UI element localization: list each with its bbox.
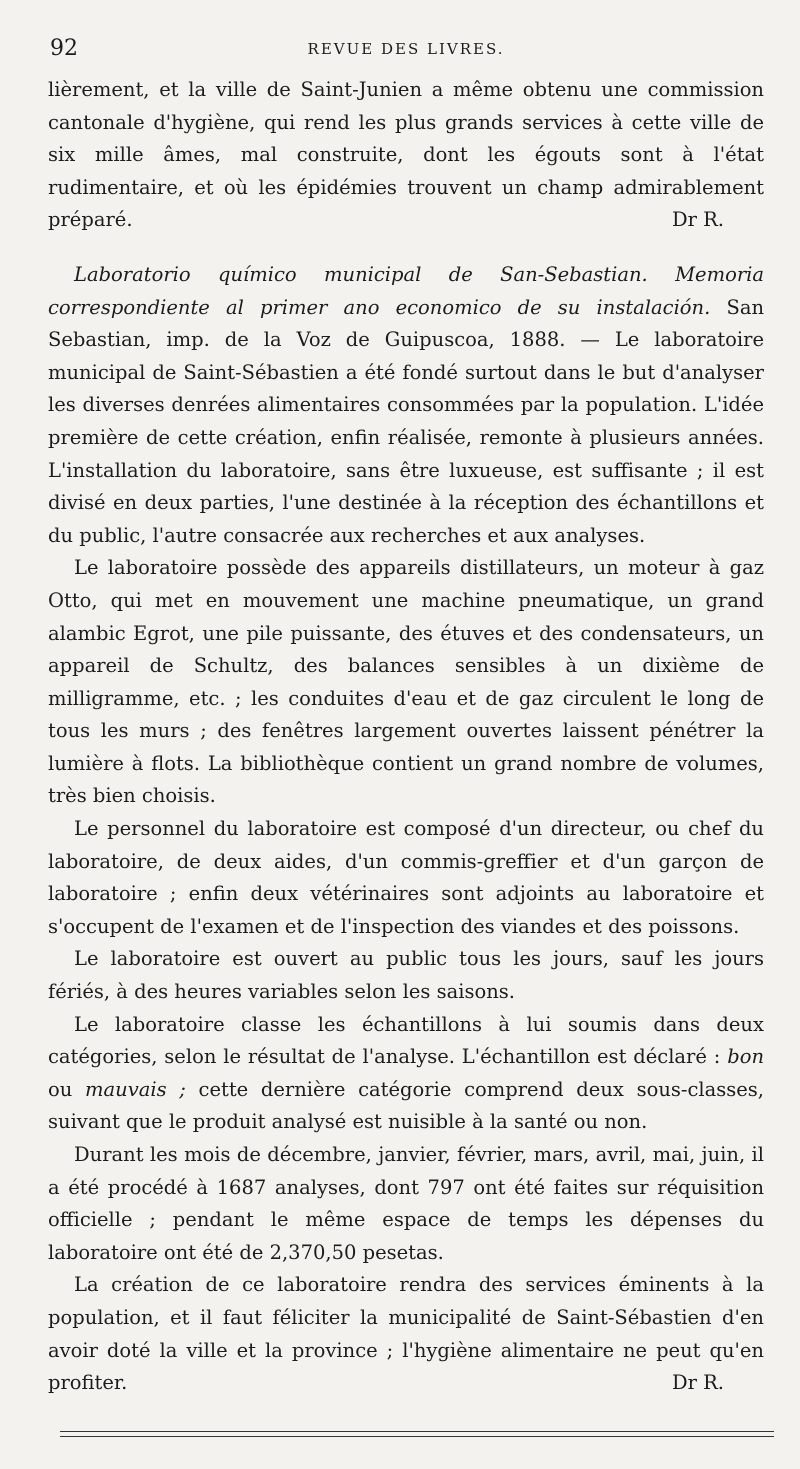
review-2-paragraph-statistics: Durant les mois de décembre, janvier, février, mars, avril, mai, juin, il a été procédé à 1687 analyses, dont 797 ont été faites sur réquisition officielle ; pendant le même espace de temps les dépenses du laboratoire ont été de 2,370,50 pesetas. bbox=[48, 1143, 764, 1264]
review-2-intro-text: San Sebastian, imp. de la Voz de Guipuscoa, 1888. — Le laboratoire municipal de Saint-Sébastien a été fondé surtout dans le but d'analyser les diverses denrées alimentaires consommées par la population. L'idée première de cette création, enfin réalisée, remonte à plusieurs années. L'installation du laboratoire, sans être luxueuse, est suffisante ; il est divisé en deux parties, l'une destinée à la réception des échantillons et du public, l'autre consacrée aux recherches et aux analyses. bbox=[48, 295, 765, 547]
review-2-intro-paragraph bbox=[48, 259, 764, 552]
category-ou: ou bbox=[48, 1077, 73, 1101]
review-2-paragraph-staff: Le personnel du laboratoire est composé d'un directeur, ou chef du laboratoire, de deux aides, d'un commis-greffier et d'un garçon de laboratoire ; enfin deux vétérinaires sont adjoints au laboratoire et s'occupent de l'examen et de l'inspection des viandes et des poissons. bbox=[48, 817, 764, 938]
running-title: REVUE DES LIVRES. bbox=[307, 40, 505, 58]
categories-text-after: cette dernière catégorie comprend deux sous-classes, suivant que le produit analysé est nuisible à la santé ou non. bbox=[48, 1077, 765, 1134]
page-header bbox=[48, 28, 764, 74]
review-2-book-title: Laboratorio químico municipal de San-Sebastian. Memoria correspondiente al primer ano economico de su instalación. bbox=[48, 262, 764, 319]
review-2-paragraph-hours: Le laboratoire est ouvert au public tous les jours, sauf les jours fériés, à des heures variables selon les saisons. bbox=[48, 947, 764, 1004]
category-bon: bon bbox=[727, 1045, 765, 1069]
review-2-paragraph-equipment: Le laboratoire possède des appareils distillateurs, un moteur à gaz Otto, qui met en mouvement une machine pneumatique, un grand alambic Egrot, une pile puissante, des étuves et des condensateurs, un appareil de Schultz, des balances sensibles à un dixième de milligramme, etc. ; les conduites d'eau et de gaz circulent le long de tous les murs ; des fenêtres largement ouvertes laissent pénétrer la lumière à flots. La bibliothèque contient un grand nombre de volumes, très bien choisis. bbox=[48, 556, 764, 808]
end-rule-top bbox=[60, 1431, 774, 1432]
review-2-paragraph-conclusion bbox=[48, 1269, 764, 1399]
review-2-paragraph-categories bbox=[48, 1009, 764, 1139]
categories-text-before: Le laboratoire classe les échantillons à lui soumis dans deux catégories, selon le résultat de l'analyse. L'échantillon est déclaré : bbox=[48, 1012, 764, 1069]
page-number: 92 bbox=[50, 36, 78, 61]
review-1-paragraph bbox=[48, 74, 764, 237]
review-1-text: lièrement, et la ville de Saint-Junien a même obtenu une commission cantonale d'hygiène, qui rend les plus grands services à cette ville de six mille âmes, mal construite, dont les égouts sont à l'état rudimentaire, et où les épidémies trouvent un champ admirablement préparé. bbox=[48, 78, 764, 232]
page-body bbox=[48, 74, 764, 1400]
conclusion-text: La création de ce laboratoire rendra des services éminents à la population, et il faut féliciter la municipalité de Saint-Sébastien d'en avoir doté la ville et la province ; l'hygiène alimentaire ne peut qu'en profiter. bbox=[48, 1273, 764, 1395]
review-2-signature: Dr R. bbox=[671, 1371, 724, 1395]
category-mauvais: mauvais ; bbox=[85, 1077, 186, 1101]
end-rule-bottom bbox=[60, 1436, 774, 1437]
review-1-signature: Dr R. bbox=[671, 208, 724, 232]
section-gap bbox=[48, 237, 764, 259]
